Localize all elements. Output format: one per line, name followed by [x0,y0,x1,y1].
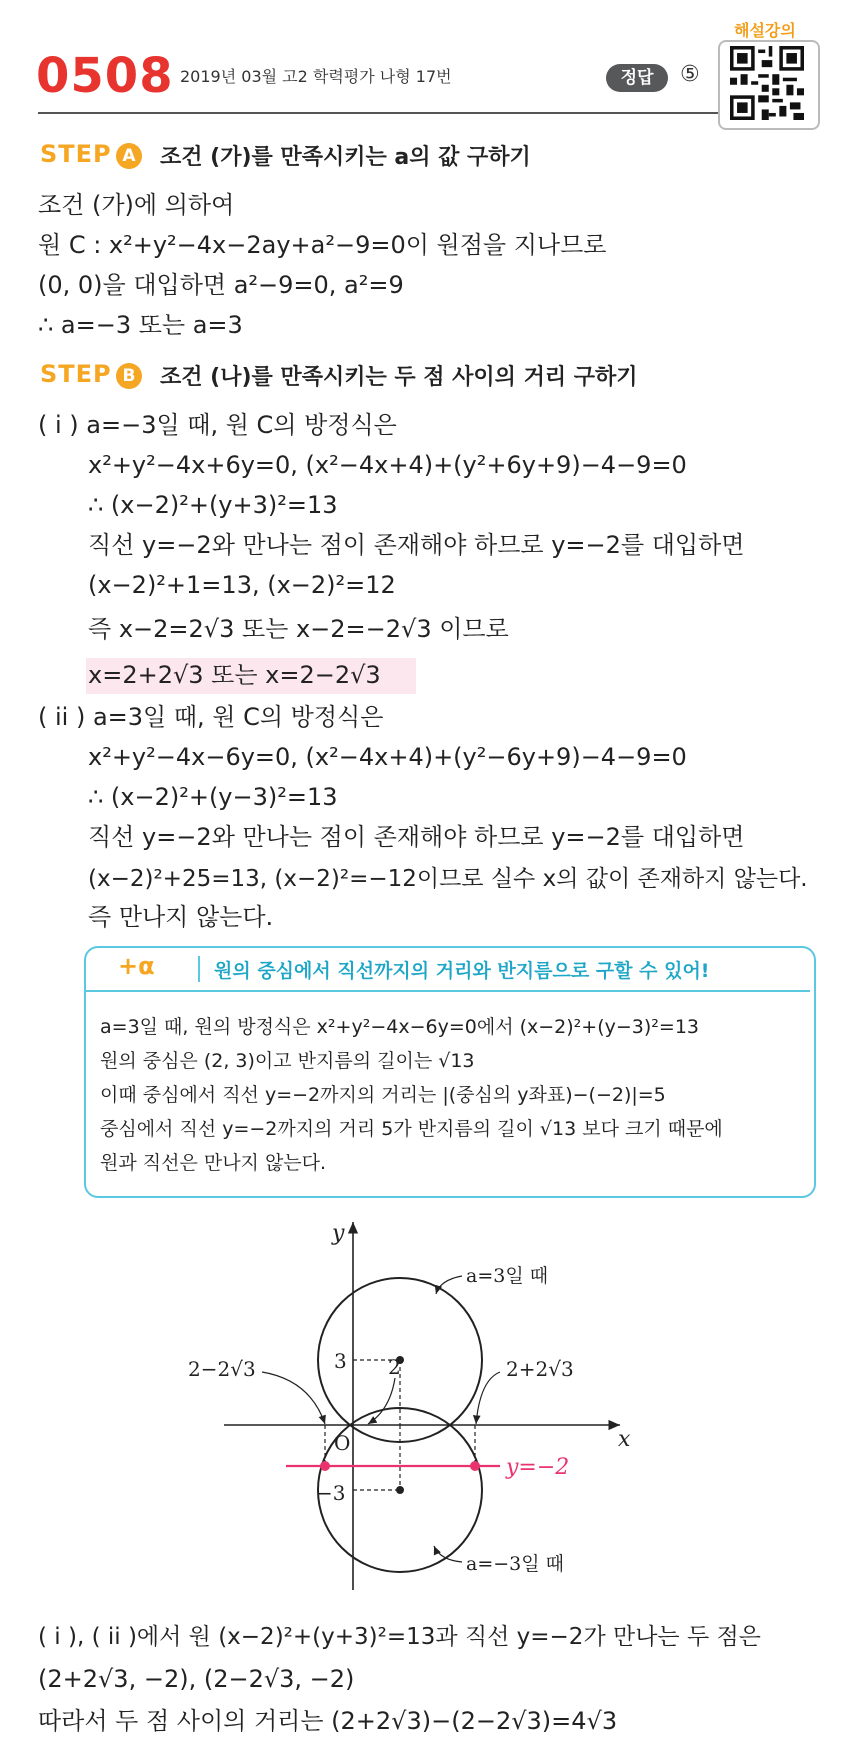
step-b-label: STEP [40,360,112,388]
body-line: ∴ (x−2)²+(y+3)²=13 [88,491,338,519]
circle-diagram [188,1210,640,1595]
body-line: (x−2)²+1=13, (x−2)²=12 [88,571,396,599]
highlighted-result: x=2+2√3 또는 x=2−2√3 [88,661,381,689]
lower-circle-label: a=−3일 때 [466,1553,565,1575]
case-heading: ( i ) a=−3일 때, 원 C의 방정식은 [38,411,397,439]
body-line: 즉 x−2=2√3 또는 x−2=−2√3 이므로 [88,615,509,643]
x-axis-label: x [618,1427,631,1452]
body-line: 즉 만나지 않는다. [88,903,274,931]
tick-label-3: 3 [334,1349,347,1373]
qr-label: 해설강의 [734,21,796,40]
body-line: 직선 y=−2와 만나는 점이 존재해야 하므로 y=−2를 대입하면 [88,823,745,851]
leader-line [436,1276,462,1294]
tip-line: a=3일 때, 원의 방정식은 x²+y²−4x−6y=0에서 (x−2)²+(y−3)²=13 [100,1016,699,1038]
problem-number: 0508 [36,48,174,104]
intersection-point [470,1461,480,1471]
tick-label-2: 2 [388,1355,401,1379]
body-line: ∴ (x−2)²+(y−3)²=13 [88,783,338,811]
step-a-label: STEP [40,140,112,168]
label-2-plus-2root3: 2+2√3 [506,1357,574,1381]
body-line: ∴ a=−3 또는 a=3 [38,311,243,339]
body-line: (0, 0)을 대입하면 a²−9=0, a²=9 [38,271,404,299]
conclusion-line: ( i ), ( ii )에서 원 (x−2)²+(y+3)²=13과 직선 y=−2가 만나는 두 점은 [38,1624,761,1650]
line-label: y=−2 [506,1455,570,1480]
body-line: x²+y²−4x+6y=0, (x²−4x+4)+(y²+6y+9)−4−9=0 [88,451,687,479]
tick-label-neg-3: −3 [316,1481,346,1505]
leader-line [368,1378,395,1424]
tip-line: 이때 중심에서 직선 y=−2까지의 거리는 |(중심의 y좌표)−(−2)|=5 [100,1084,666,1106]
body-line: 조건 (가)에 의하여 [38,191,235,219]
qr-code-icon[interactable] [730,46,804,120]
plus-alpha-icon: +α [118,952,155,980]
step-b-title: 조건 (나)를 만족시키는 두 점 사이의 거리 구하기 [160,365,638,390]
tip-title: 원의 중심에서 직선까지의 거리와 반지름으로 구할 수 있어! [214,960,710,982]
conclusion-line: (2+2√3, −2), (2−2√3, −2) [38,1665,355,1693]
tip-line: 원의 중심은 (2, 3)이고 반지름의 길이는 √13 [100,1050,475,1072]
conclusion-line: 따라서 두 점 사이의 거리는 (2+2√3)−(2−2√3)=4√3 [38,1707,618,1735]
body-line: 원 C : x²+y²−4x−2ay+a²−9=0이 원점을 지나므로 [38,231,607,259]
body-line: 직선 y=−2와 만나는 점이 존재해야 하므로 y=−2를 대입하면 [88,531,745,559]
origin-label: O [334,1431,351,1455]
body-line: (x−2)²+25=13, (x−2)²=−12이므로 실수 x의 값이 존재하지 않는다. [88,866,808,892]
answer-badge: 정답 [606,64,668,92]
tip-line: 중심에서 직선 y=−2까지의 거리 5가 반지름의 길이 √13 보다 크기 때문에 [100,1118,723,1140]
answer-value: ⑤ [680,62,700,87]
body-line: x²+y²−4x−6y=0, (x²−4x+4)+(y²−6y+9)−4−9=0 [88,743,687,771]
case-heading: ( ii ) a=3일 때, 원 C의 방정식은 [38,703,384,731]
center-point [396,1486,404,1494]
step-a-badge: A [116,143,142,169]
problem-source: 2019년 03월 고2 학력평가 나형 17번 [180,67,452,86]
intersection-point [320,1461,330,1471]
y-axis-label: y [332,1221,345,1246]
tip-line: 원과 직선은 만나지 않는다. [100,1152,327,1174]
tip-separator [198,956,200,982]
leader-line [262,1372,325,1424]
label-2-minus-2root3: 2−2√3 [188,1357,256,1381]
step-b-badge: B [116,363,142,389]
step-a-title: 조건 (가)를 만족시키는 a의 값 구하기 [160,145,531,170]
upper-circle-label: a=3일 때 [466,1265,549,1287]
header-divider [38,112,718,114]
